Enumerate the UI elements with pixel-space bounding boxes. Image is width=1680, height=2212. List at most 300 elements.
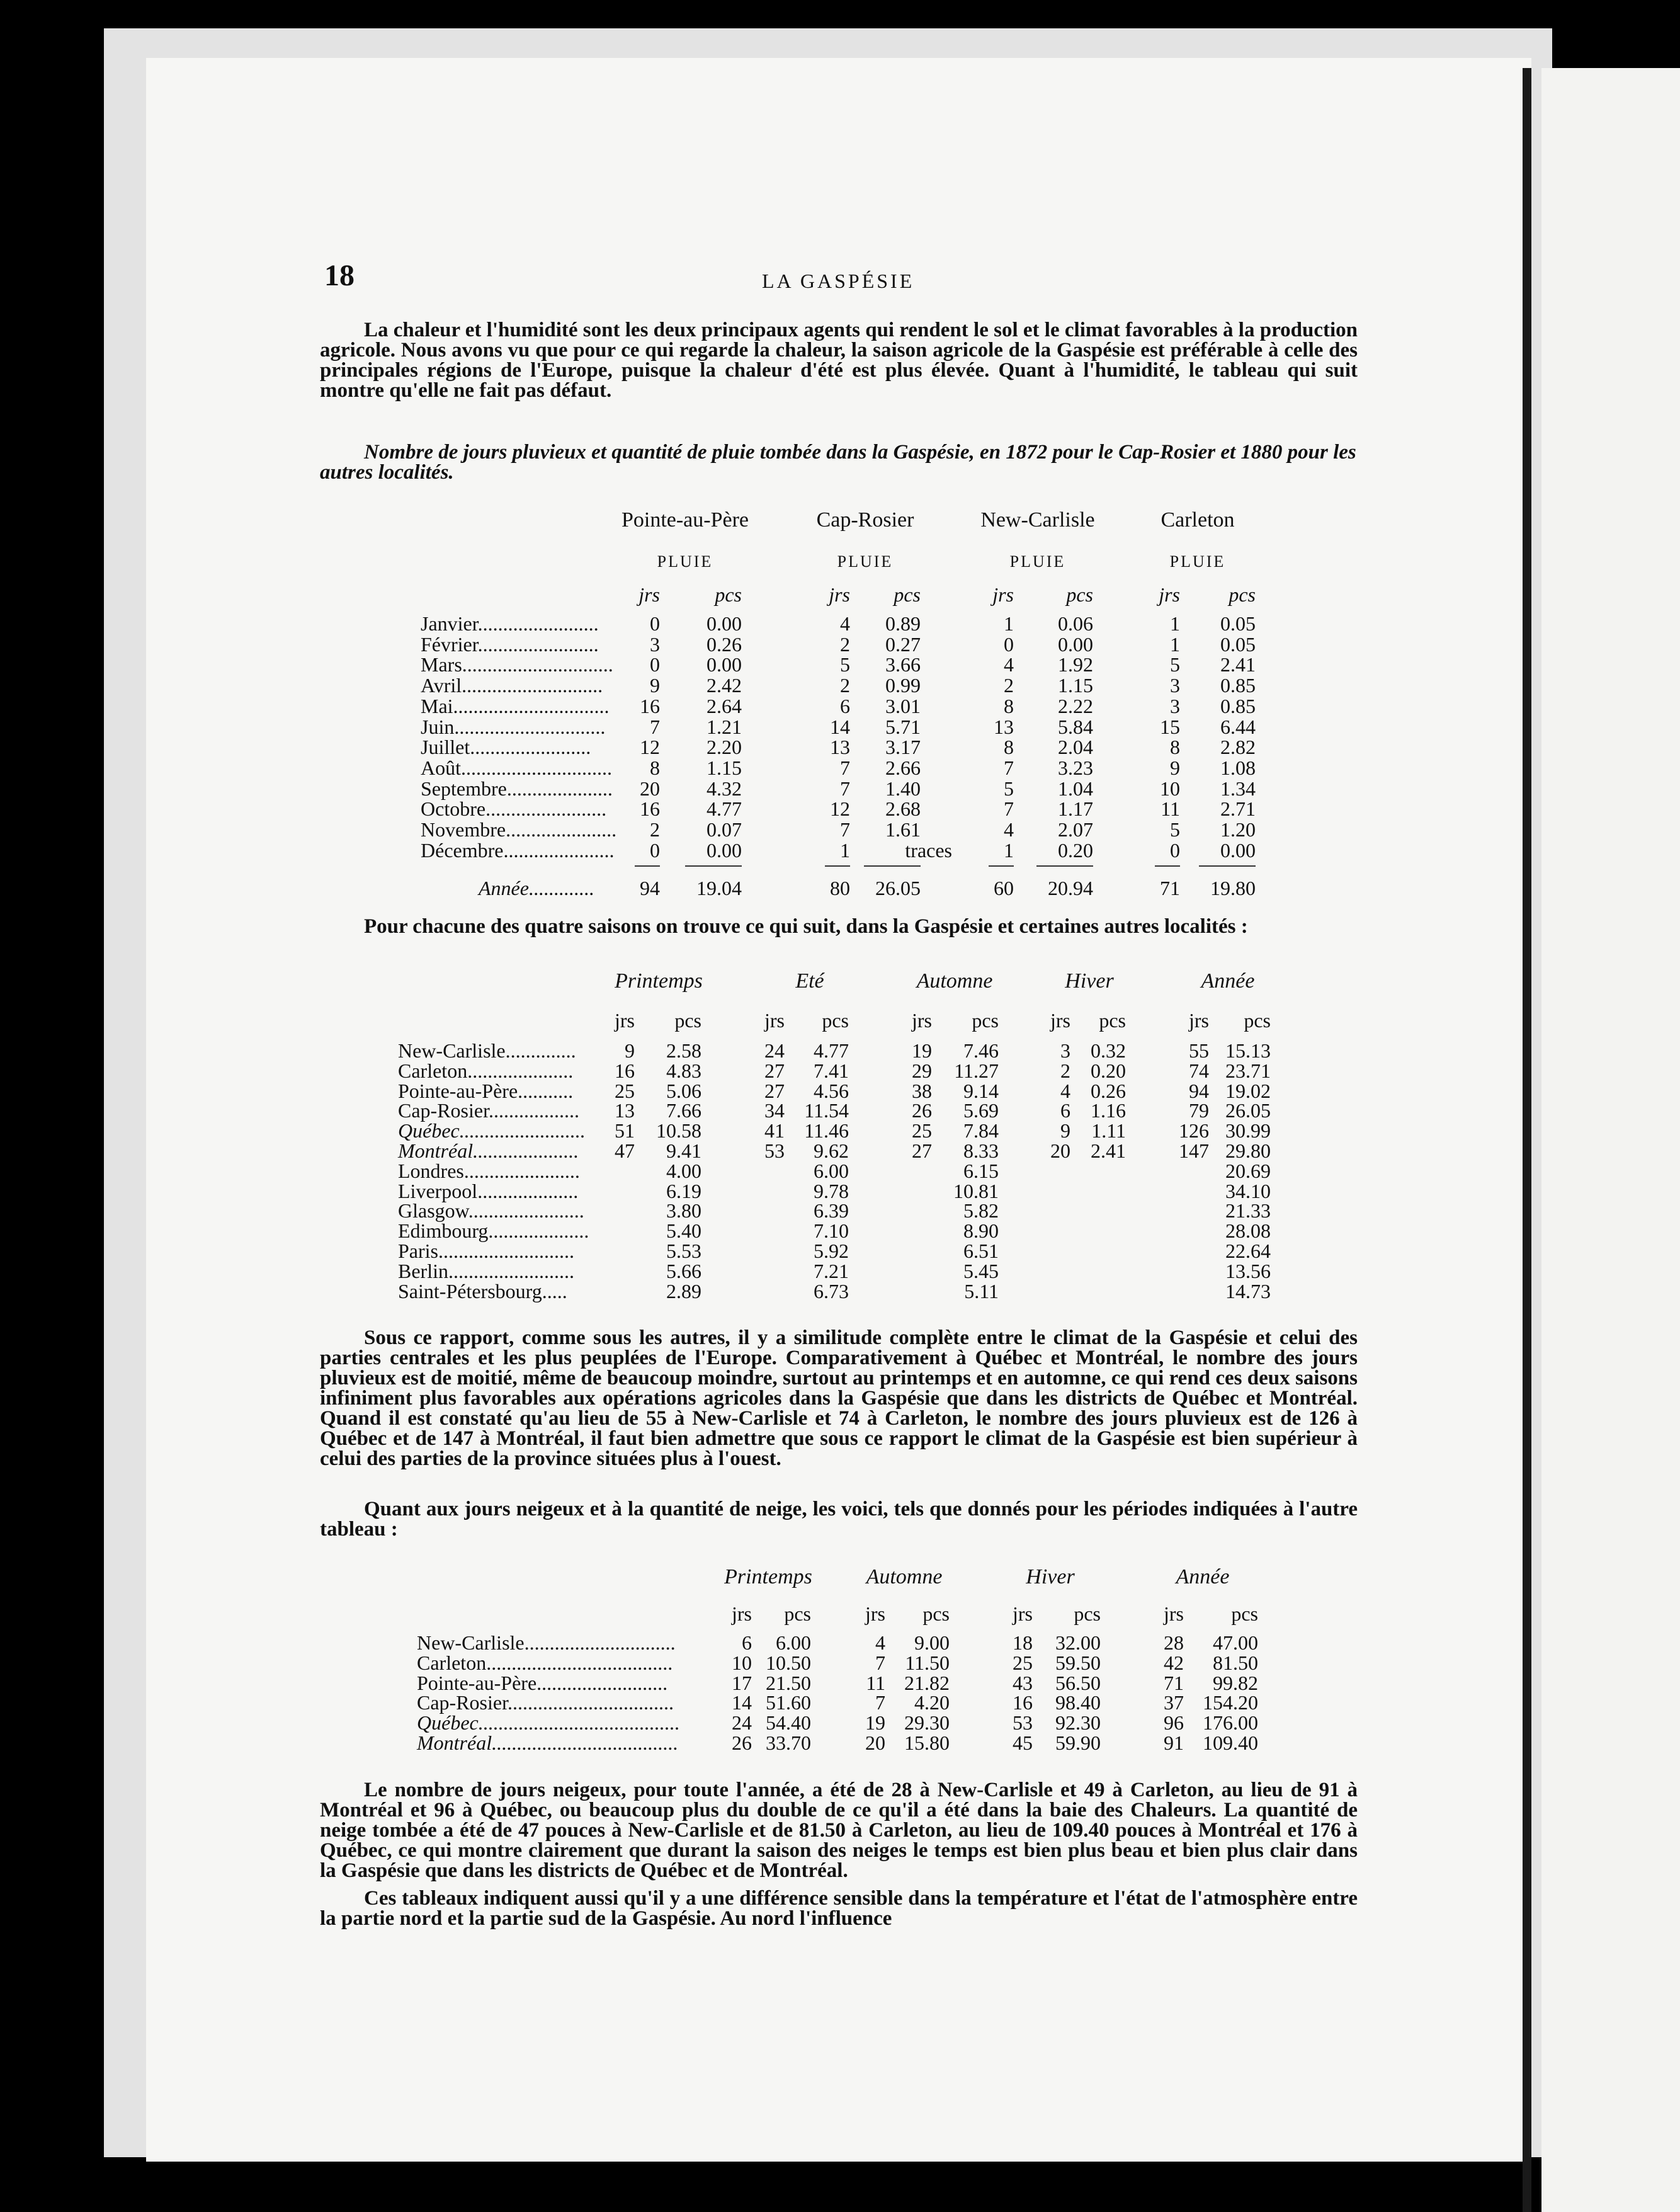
season-days: 41 <box>764 1119 785 1143</box>
rain-days: 0 <box>650 653 660 676</box>
place-label: Pointe-au-Père.......................... <box>417 1671 668 1694</box>
col-jrs: jrs <box>639 583 660 606</box>
month-label: Août.............................. <box>421 756 612 779</box>
rain-inches: 2.64 <box>707 694 742 717</box>
station-header: New-Carlisle <box>980 508 1095 532</box>
rain-inches: traces <box>905 838 952 862</box>
rain-inches: 1.21 <box>707 715 742 738</box>
season-days: 9 <box>625 1039 635 1062</box>
place-label: New-Carlisle.............. <box>398 1039 576 1062</box>
snow-days: 7 <box>875 1691 885 1714</box>
rain-days: 15 <box>1160 715 1180 738</box>
place-label: Saint-Pétersbourg..... <box>398 1279 567 1303</box>
season-inches: 7.21 <box>814 1259 849 1282</box>
snow-inches: 11.50 <box>905 1651 950 1674</box>
col-pcs: pcs <box>784 1602 811 1625</box>
pluie-subheader: PLUIE <box>1169 552 1226 571</box>
snow-days: 28 <box>1164 1631 1184 1654</box>
col-pcs: pcs <box>1231 1602 1258 1625</box>
snow-days: 19 <box>865 1711 885 1735</box>
rain-inches: 2.07 <box>1058 818 1093 841</box>
season-inches: 4.00 <box>666 1159 701 1182</box>
rain-days: 2 <box>840 674 850 697</box>
col-pcs: pcs <box>1099 1009 1126 1032</box>
seasons-intro-paragraph: Pour chacune des quatre saisons on trouve ce qui suit, dans la Gaspésie et certaines autres localités : <box>364 915 1248 938</box>
snow-days: 14 <box>732 1691 752 1714</box>
season-inches: 28.08 <box>1225 1219 1271 1243</box>
rain-days: 7 <box>840 818 850 841</box>
season-inches: 6.15 <box>963 1159 999 1182</box>
col-jrs: jrs <box>1050 1009 1070 1032</box>
rain-inches: 0.00 <box>1220 838 1256 862</box>
pluie-subheader: PLUIE <box>837 552 894 571</box>
place-label: Québec......................... <box>398 1119 586 1143</box>
snow-inches: 21.82 <box>904 1671 950 1694</box>
place-label: Liverpool.................... <box>398 1179 579 1202</box>
season-header: Hiver <box>1026 1565 1075 1588</box>
snow-days: 53 <box>1013 1711 1033 1735</box>
rain-inches: 0.27 <box>885 632 921 656</box>
season-days: 51 <box>615 1119 635 1143</box>
col-jrs: jrs <box>912 1009 932 1032</box>
snow-inches: 4.20 <box>914 1691 950 1714</box>
season-inches: 5.40 <box>666 1219 701 1243</box>
rain-days: 0 <box>650 838 660 862</box>
col-jrs: jrs <box>829 583 850 606</box>
season-inches: 5.82 <box>963 1199 999 1223</box>
rain-inches: 2.71 <box>1220 797 1256 821</box>
rain-inches: 6.44 <box>1220 715 1256 738</box>
snow-days: 26 <box>732 1731 752 1754</box>
snow-days: 16 <box>1013 1691 1033 1714</box>
season-inches: 29.80 <box>1225 1139 1271 1162</box>
month-label: Juillet........................ <box>421 736 591 759</box>
rain-inches: 0.00 <box>1058 632 1093 656</box>
season-days: 19 <box>912 1039 932 1062</box>
snow-intro-paragraph: Quant aux jours neigeux et à la quantité de neige, les voici, tels que donnés pour les périodes indiquées à l'autre tableau : <box>320 1498 1358 1541</box>
rain-inches: 0.26 <box>707 632 742 656</box>
total-inches: 26.05 <box>875 877 921 900</box>
col-pcs: pcs <box>715 583 742 606</box>
season-inches: 26.05 <box>1225 1099 1271 1122</box>
rain-inches: 1.34 <box>1220 777 1256 800</box>
closing-paragraph: Ces tableaux indiquent aussi qu'il y a une différence sensible dans la température et l'état de l'atmosphère entre la partie nord et la partie sud de la Gaspésie. Au nord l'influence <box>320 1887 1358 1930</box>
rain-inches: 2.41 <box>1220 653 1256 676</box>
rain-days: 13 <box>830 736 850 759</box>
rain-inches: 3.66 <box>885 653 921 676</box>
season-inches: 8.90 <box>963 1219 999 1243</box>
season-inches: 5.66 <box>666 1259 701 1282</box>
snow-days: 10 <box>732 1651 752 1674</box>
rain-inches: 2.42 <box>707 674 742 697</box>
rain-days: 1 <box>840 838 850 862</box>
season-inches: 7.84 <box>963 1119 999 1143</box>
snow-days: 71 <box>1164 1671 1184 1694</box>
rain-days: 8 <box>1004 736 1014 759</box>
rain-inches: 0.05 <box>1220 632 1256 656</box>
season-inches: 5.06 <box>666 1079 701 1102</box>
rain-days: 7 <box>1004 797 1014 821</box>
rain-days: 0 <box>1004 632 1014 656</box>
season-inches: 23.71 <box>1225 1059 1271 1082</box>
col-pcs: pcs <box>894 583 921 606</box>
rain-days: 8 <box>1004 694 1014 717</box>
snow-inches: 51.60 <box>766 1691 811 1714</box>
snow-days: 37 <box>1164 1691 1184 1714</box>
place-label: Paris........................... <box>398 1240 574 1262</box>
col-jrs: jrs <box>865 1602 885 1625</box>
snow-inches: 9.00 <box>914 1631 950 1654</box>
rain-inches: 5.84 <box>1058 715 1093 738</box>
rain-days: 1 <box>1004 612 1014 635</box>
rain-inches: 0.00 <box>707 838 742 862</box>
rain-inches: 0.00 <box>707 653 742 676</box>
col-jrs: jrs <box>615 1009 635 1032</box>
rain-days: 8 <box>1170 736 1180 759</box>
station-header: Pointe-au-Père <box>621 508 749 532</box>
place-label: Carleton..................................... <box>417 1651 673 1674</box>
rain-inches: 1.20 <box>1220 818 1256 841</box>
month-label: Janvier........................ <box>421 612 599 635</box>
total-days: 60 <box>994 877 1014 900</box>
snow-analysis-paragraph: Le nombre de jours neigeux, pour toute l'année, a été de 28 à New-Carlisle et 49 à Carleton, au lieu de 91 à Montréal et 96 à Québec, ou beaucoup plus du double de ce qu'il a été dans la baie des Chaleurs. La quantité de neige tombée a été de 47 pouces à New-Carlisle et de 81.50 à Carleton, au lieu de 109.40 pouces à Montréal et 176 à Québec, ce qui montre clairement que durant la saison des neiges le temps est bien plus beau et bien plus clair dans la Gaspésie que dans les districts de Québec et de Montréal. <box>320 1779 1358 1882</box>
season-days: 16 <box>615 1059 635 1082</box>
rain-days: 7 <box>650 715 660 738</box>
rain-days: 2 <box>650 818 660 841</box>
season-inches: 4.83 <box>666 1059 701 1082</box>
running-head: LA GASPÉSIE <box>762 270 915 292</box>
place-label: Cap-Rosier................................. <box>417 1691 674 1714</box>
rain-inches: 3.23 <box>1058 756 1093 779</box>
snow-days: 20 <box>865 1731 885 1754</box>
snow-inches: 59.90 <box>1055 1731 1101 1754</box>
season-days: 79 <box>1189 1099 1209 1122</box>
season-days: 74 <box>1189 1059 1209 1082</box>
season-days: 38 <box>912 1079 932 1102</box>
col-pcs: pcs <box>922 1602 950 1625</box>
season-days: 25 <box>912 1119 932 1143</box>
season-days: 29 <box>912 1059 932 1082</box>
rain-days: 3 <box>1170 694 1180 717</box>
rain-days: 7 <box>840 756 850 779</box>
rain-inches: 4.32 <box>707 777 742 800</box>
season-inches: 9.78 <box>814 1179 849 1202</box>
snow-days: 42 <box>1164 1651 1184 1674</box>
season-inches: 13.56 <box>1225 1259 1271 1282</box>
place-label: Edimbourg.................... <box>398 1219 589 1243</box>
rain-inches: 0.89 <box>885 612 921 635</box>
rain-days: 2 <box>1004 674 1014 697</box>
season-inches: 6.19 <box>666 1179 701 1202</box>
table1-caption: Nombre de jours pluvieux et quantité de pluie tombée dans la Gaspésie, en 1872 pour le Cap-Rosier et 1880 pour les autres localités. <box>320 441 1356 484</box>
rain-days: 12 <box>640 736 660 759</box>
month-label: Octobre........................ <box>421 797 607 821</box>
comparison-paragraph: Sous ce rapport, comme sous les autres, il y a similitude complète entre le climat de la Gaspésie et celui des parties centrales et les plus peuplées de l'Europe. Comparativement à Québec et Montréal, le nombre des jours pluvieux est de moitié, même de beaucoup moindre, surtout au printemps et en automne, ce qui rend ces deux saisons infiniment plus favorables aux opérations agricoles dans la Gaspésie que dans les districts de Québec et Montréal. Quand il est constaté qu'au lieu de 55 à New-Carlisle et 74 à Carleton, le nombre des jours pluvieux est de 126 à Québec et de 147 à Montréal, il faut bien admettre que sous ce rapport le climat de la Gaspésie est bien supérieur à celui des parties de la province situées plus à l'ouest. <box>320 1326 1358 1470</box>
station-header: Cap-Rosier <box>816 508 914 532</box>
season-days: 27 <box>764 1079 785 1102</box>
rain-inches: 1.15 <box>707 756 742 779</box>
snow-inches: 109.40 <box>1203 1731 1258 1754</box>
month-label: Mars.............................. <box>421 653 613 676</box>
month-label: Décembre...................... <box>421 838 615 862</box>
place-label: Pointe-au-Père........... <box>398 1079 574 1102</box>
rain-days: 6 <box>840 694 850 717</box>
season-inches: 14.73 <box>1225 1279 1271 1303</box>
rain-days: 9 <box>650 674 660 697</box>
rain-days: 3 <box>650 632 660 656</box>
snow-inches: 56.50 <box>1055 1671 1101 1694</box>
rain-days: 4 <box>1004 818 1014 841</box>
month-label: Juin.............................. <box>421 715 606 738</box>
season-days: 24 <box>764 1039 785 1062</box>
rain-inches: 1.15 <box>1058 674 1093 697</box>
month-label: Mai............................... <box>421 694 610 717</box>
col-jrs: jrs <box>1164 1602 1184 1625</box>
col-pcs: pcs <box>822 1009 849 1032</box>
snow-inches: 98.40 <box>1055 1691 1101 1714</box>
season-inches: 0.20 <box>1091 1059 1126 1082</box>
place-label: Carleton..................... <box>398 1059 574 1082</box>
season-header: Automne <box>866 1565 943 1588</box>
season-inches: 5.92 <box>814 1240 849 1262</box>
month-label: Septembre..................... <box>421 777 613 800</box>
season-inches: 6.39 <box>814 1199 849 1223</box>
season-inches: 30.99 <box>1225 1119 1271 1143</box>
place-label: Glasgow....................... <box>398 1199 584 1223</box>
season-inches: 34.10 <box>1225 1179 1271 1202</box>
season-inches: 19.02 <box>1225 1079 1271 1102</box>
season-inches: 7.66 <box>666 1099 701 1122</box>
season-inches: 6.51 <box>963 1240 999 1262</box>
col-jrs: jrs <box>1013 1602 1033 1625</box>
place-label: Québec........................................ <box>417 1711 680 1735</box>
season-header: Hiver <box>1065 969 1114 993</box>
snow-inches: 15.80 <box>904 1731 950 1754</box>
rain-days: 7 <box>840 777 850 800</box>
season-days: 34 <box>764 1099 785 1122</box>
total-inches: 19.80 <box>1210 877 1256 900</box>
rain-days: 11 <box>1161 797 1180 821</box>
season-inches: 9.41 <box>666 1139 701 1162</box>
rain-days: 5 <box>1170 818 1180 841</box>
season-inches: 10.81 <box>953 1179 999 1202</box>
season-inches: 5.53 <box>666 1240 701 1262</box>
page-number: 18 <box>324 259 355 292</box>
rain-days: 10 <box>1160 777 1180 800</box>
rain-inches: 2.66 <box>885 756 921 779</box>
season-days: 3 <box>1060 1039 1070 1062</box>
snow-inches: 33.70 <box>766 1731 811 1754</box>
rain-days: 4 <box>840 612 850 635</box>
season-inches: 22.64 <box>1225 1240 1271 1262</box>
pluie-subheader: PLUIE <box>657 552 713 571</box>
place-label: New-Carlisle.............................. <box>417 1631 676 1654</box>
snow-days: 17 <box>732 1671 752 1694</box>
season-inches: 2.89 <box>666 1279 701 1303</box>
place-label: Montréal..................... <box>398 1139 579 1162</box>
season-inches: 6.00 <box>814 1159 849 1182</box>
rain-inches: 1.61 <box>885 818 921 841</box>
col-jrs: jrs <box>732 1602 752 1625</box>
rain-inches: 5.71 <box>885 715 921 738</box>
season-inches: 0.26 <box>1091 1079 1126 1102</box>
rain-inches: 3.01 <box>885 694 921 717</box>
season-days: 27 <box>912 1139 932 1162</box>
season-days: 25 <box>615 1079 635 1102</box>
rain-days: 9 <box>1170 756 1180 779</box>
snow-inches: 59.50 <box>1055 1651 1101 1674</box>
snow-inches: 29.30 <box>904 1711 950 1735</box>
rain-inches: 0.85 <box>1220 674 1256 697</box>
season-days: 53 <box>764 1139 785 1162</box>
col-pcs: pcs <box>1066 583 1093 606</box>
rain-days: 4 <box>1004 653 1014 676</box>
station-header: Carleton <box>1161 508 1235 532</box>
rain-inches: 1.92 <box>1058 653 1093 676</box>
place-label: Londres....................... <box>398 1159 580 1182</box>
rain-inches: 0.05 <box>1220 612 1256 635</box>
rain-days: 16 <box>640 694 660 717</box>
intro-paragraph: La chaleur et l'humidité sont les deux principaux agents qui rendent le sol et le climat favorables à la production agricole. Nous avons vu que pour ce qui regarde la chaleur, la saison agricole de la Gaspésie est préférable à celle des principales régions de l'Europe, puisque la chaleur d'été est plus élevée. Quant à l'humidité, le tableau qui suit montre qu'elle ne fait pas défaut. <box>320 319 1358 402</box>
rain-days: 1 <box>1170 632 1180 656</box>
snow-inches: 154.20 <box>1203 1691 1258 1714</box>
rain-days: 3 <box>1170 674 1180 697</box>
season-days: 94 <box>1189 1079 1209 1102</box>
snow-days: 18 <box>1013 1631 1033 1654</box>
snow-days: 43 <box>1013 1671 1033 1694</box>
season-days: 9 <box>1060 1119 1070 1143</box>
place-label: Cap-Rosier.................. <box>398 1099 579 1122</box>
season-inches: 5.45 <box>963 1259 999 1282</box>
season-inches: 11.46 <box>804 1119 849 1143</box>
pluie-subheader: PLUIE <box>1009 552 1066 571</box>
rain-inches: 1.04 <box>1058 777 1093 800</box>
rain-days: 12 <box>830 797 850 821</box>
season-days: 55 <box>1189 1039 1209 1062</box>
col-jrs: jrs <box>1159 583 1180 606</box>
rain-days: 0 <box>650 612 660 635</box>
season-inches: 6.73 <box>814 1279 849 1303</box>
rain-days: 2 <box>840 632 850 656</box>
rain-days: 8 <box>650 756 660 779</box>
season-header: Eté <box>795 969 824 993</box>
season-inches: 11.54 <box>804 1099 849 1122</box>
season-inches: 10.58 <box>656 1119 701 1143</box>
snow-days: 45 <box>1013 1731 1033 1754</box>
season-inches: 15.13 <box>1225 1039 1271 1062</box>
snow-days: 91 <box>1164 1731 1184 1754</box>
season-inches: 9.14 <box>963 1079 999 1102</box>
season-inches: 2.58 <box>666 1039 701 1062</box>
season-days: 6 <box>1060 1099 1070 1122</box>
season-days: 20 <box>1050 1139 1070 1162</box>
rain-days: 16 <box>640 797 660 821</box>
season-days: 47 <box>615 1139 635 1162</box>
rain-days: 13 <box>994 715 1014 738</box>
season-inches: 21.33 <box>1225 1199 1271 1223</box>
snow-inches: 6.00 <box>776 1631 811 1654</box>
rain-days: 1 <box>1004 838 1014 862</box>
rain-inches: 1.17 <box>1058 797 1093 821</box>
snow-days: 25 <box>1013 1651 1033 1674</box>
season-inches: 0.32 <box>1091 1039 1126 1062</box>
season-inches: 11.27 <box>954 1059 999 1082</box>
season-inches: 4.56 <box>814 1079 849 1102</box>
season-inches: 4.77 <box>814 1039 849 1062</box>
season-header: Année <box>1201 969 1255 993</box>
snow-inches: 47.00 <box>1213 1631 1258 1654</box>
rain-inches: 3.17 <box>885 736 921 759</box>
month-label: Avril............................ <box>421 674 603 697</box>
col-jrs: jrs <box>992 583 1014 606</box>
snow-days: 4 <box>875 1631 885 1654</box>
season-days: 126 <box>1179 1119 1209 1143</box>
season-inches: 2.41 <box>1091 1139 1126 1162</box>
rain-inches: 0.07 <box>707 818 742 841</box>
total-inches: 19.04 <box>696 877 742 900</box>
season-inches: 1.11 <box>1091 1119 1126 1143</box>
rain-days: 20 <box>640 777 660 800</box>
col-pcs: pcs <box>1229 583 1256 606</box>
total-days: 71 <box>1160 877 1180 900</box>
rain-inches: 0.06 <box>1058 612 1093 635</box>
month-label: Novembre...................... <box>421 818 617 841</box>
season-inches: 7.46 <box>963 1039 999 1062</box>
rain-inches: 2.22 <box>1058 694 1093 717</box>
season-header: Année <box>1176 1565 1230 1588</box>
rain-days: 7 <box>1004 756 1014 779</box>
snow-inches: 54.40 <box>766 1711 811 1735</box>
season-header: Automne <box>916 969 993 993</box>
season-days: 147 <box>1179 1139 1209 1162</box>
season-days: 26 <box>912 1099 932 1122</box>
rain-inches: 0.85 <box>1220 694 1256 717</box>
snow-inches: 32.00 <box>1055 1631 1101 1654</box>
season-inches: 7.10 <box>814 1219 849 1243</box>
snow-days: 96 <box>1164 1711 1184 1735</box>
snow-days: 24 <box>732 1711 752 1735</box>
snow-inches: 92.30 <box>1055 1711 1101 1735</box>
place-label: Montréal..................................... <box>417 1731 679 1754</box>
season-header: Printemps <box>615 969 703 993</box>
snow-inches: 176.00 <box>1203 1711 1258 1735</box>
rain-inches: 2.82 <box>1220 736 1256 759</box>
rain-days: 5 <box>1170 653 1180 676</box>
rain-days: 0 <box>1170 838 1180 862</box>
rain-days: 5 <box>840 653 850 676</box>
col-pcs: pcs <box>1074 1602 1101 1625</box>
rain-inches: 2.20 <box>707 736 742 759</box>
season-inches: 20.69 <box>1225 1159 1271 1182</box>
rain-days: 5 <box>1004 777 1014 800</box>
col-jrs: jrs <box>764 1009 785 1032</box>
season-inches: 1.16 <box>1091 1099 1126 1122</box>
rain-inches: 0.20 <box>1058 838 1093 862</box>
season-header: Printemps <box>724 1565 812 1588</box>
season-inches: 5.69 <box>963 1099 999 1122</box>
snow-days: 11 <box>866 1671 885 1694</box>
season-days: 27 <box>764 1059 785 1082</box>
total-days: 80 <box>830 877 850 900</box>
col-pcs: pcs <box>1244 1009 1271 1032</box>
rain-days: 14 <box>830 715 850 738</box>
snow-inches: 99.82 <box>1213 1671 1258 1694</box>
snow-days: 6 <box>742 1631 752 1654</box>
season-inches: 8.33 <box>963 1139 999 1162</box>
season-days: 2 <box>1060 1059 1070 1082</box>
snow-inches: 10.50 <box>766 1651 811 1674</box>
season-inches: 5.11 <box>964 1279 999 1303</box>
